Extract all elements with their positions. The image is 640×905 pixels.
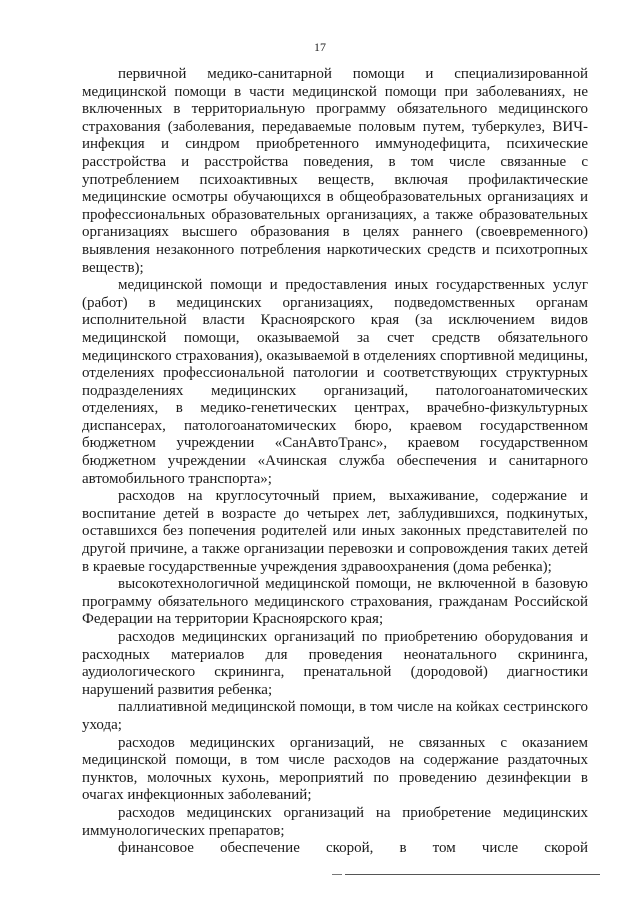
paragraph: расходов на круглосуточный прием, выхаживание, содержание и воспитание детей в возрасте до четырех лет, заблудившихся, подкинутых, оставшихся без попечения родителей или иных законных представителей по другой причине, а также организации перевозки и сопровождения таких детей в краевые государственные учреждения здравоохранения (дома ребенка); <box>82 488 588 575</box>
footer-rule <box>345 874 600 875</box>
paragraph: медицинской помощи и предоставления иных государственных услуг (работ) в медицинских организациях, подведомственных органам исполнительной власти Красноярского края (за исключением видов медицинской помощи, оказываемой за счет средств обязательного медицинского страхования), оказываемой в отделениях спортивной медицины, отделениях профессиональной патологии и соответствующих структурных подразделениях медицинских организаций, патологоанатомических отделениях, в медико-генетических центрах, врачебно-физкультурных диспансерах, патологоанатомических бюро, краевом государственном бюджетном учреждении «СанАвтоТранс», краевом государственном бюджетном учреждении «Ачинская служба обеспечения и санитарного автомобильного транспорта»; <box>82 277 588 487</box>
paragraph: первичной медико-санитарной помощи и специализированной медицинской помощи в части медицинской помощи при заболеваниях, не включенных в территориальную программу обязательного медицинского страхования (заболевания, передаваемые половым путем, туберкулез, ВИЧ-инфекция и синдром приобретенного иммунодефицита, психические расстройства и расстройства поведения, в том числе связанные с употреблением психоактивных веществ, включая профилактические медицинские осмотры обучающихся в общеобразовательных организациях и профессиональных образовательных организациях, а также образовательных организациях высшего образования в целях раннего (своевременного) выявления незаконного потребления наркотических средств и психотропных веществ); <box>82 66 588 276</box>
paragraph: расходов медицинских организаций по приобретению оборудования и расходных материалов для проведения неонатального скрининга, аудиологического скрининга, пренатальной (дородовой) диагностики нарушений развития ребенка; <box>82 629 588 698</box>
paragraph: расходов медицинских организаций на приобретение медицинских иммунологических препаратов; <box>82 804 588 839</box>
paragraph: расходов медицинских организаций, не связанных с оказанием медицинской помощи, в том числе расходов на содержание раздаточных пунктов, молочных кухонь, мероприятий по проведению дезинфекции в очагах инфекционных заболеваний; <box>82 734 588 804</box>
paragraph: паллиативной медицинской помощи, в том числе на койках сестринского ухода; <box>82 699 588 733</box>
page-number: 17 <box>314 40 326 54</box>
paragraph: высокотехнологичной медицинской помощи, не включенной в базовую программу обязательного медицинского страхования, гражданам Российской Федерации на территории Красноярского края; <box>82 576 588 628</box>
document-body <box>82 66 588 858</box>
footer-rule-dash <box>332 874 342 875</box>
paragraph: финансовое обеспечение скорой, в том числе скорой <box>118 840 588 857</box>
